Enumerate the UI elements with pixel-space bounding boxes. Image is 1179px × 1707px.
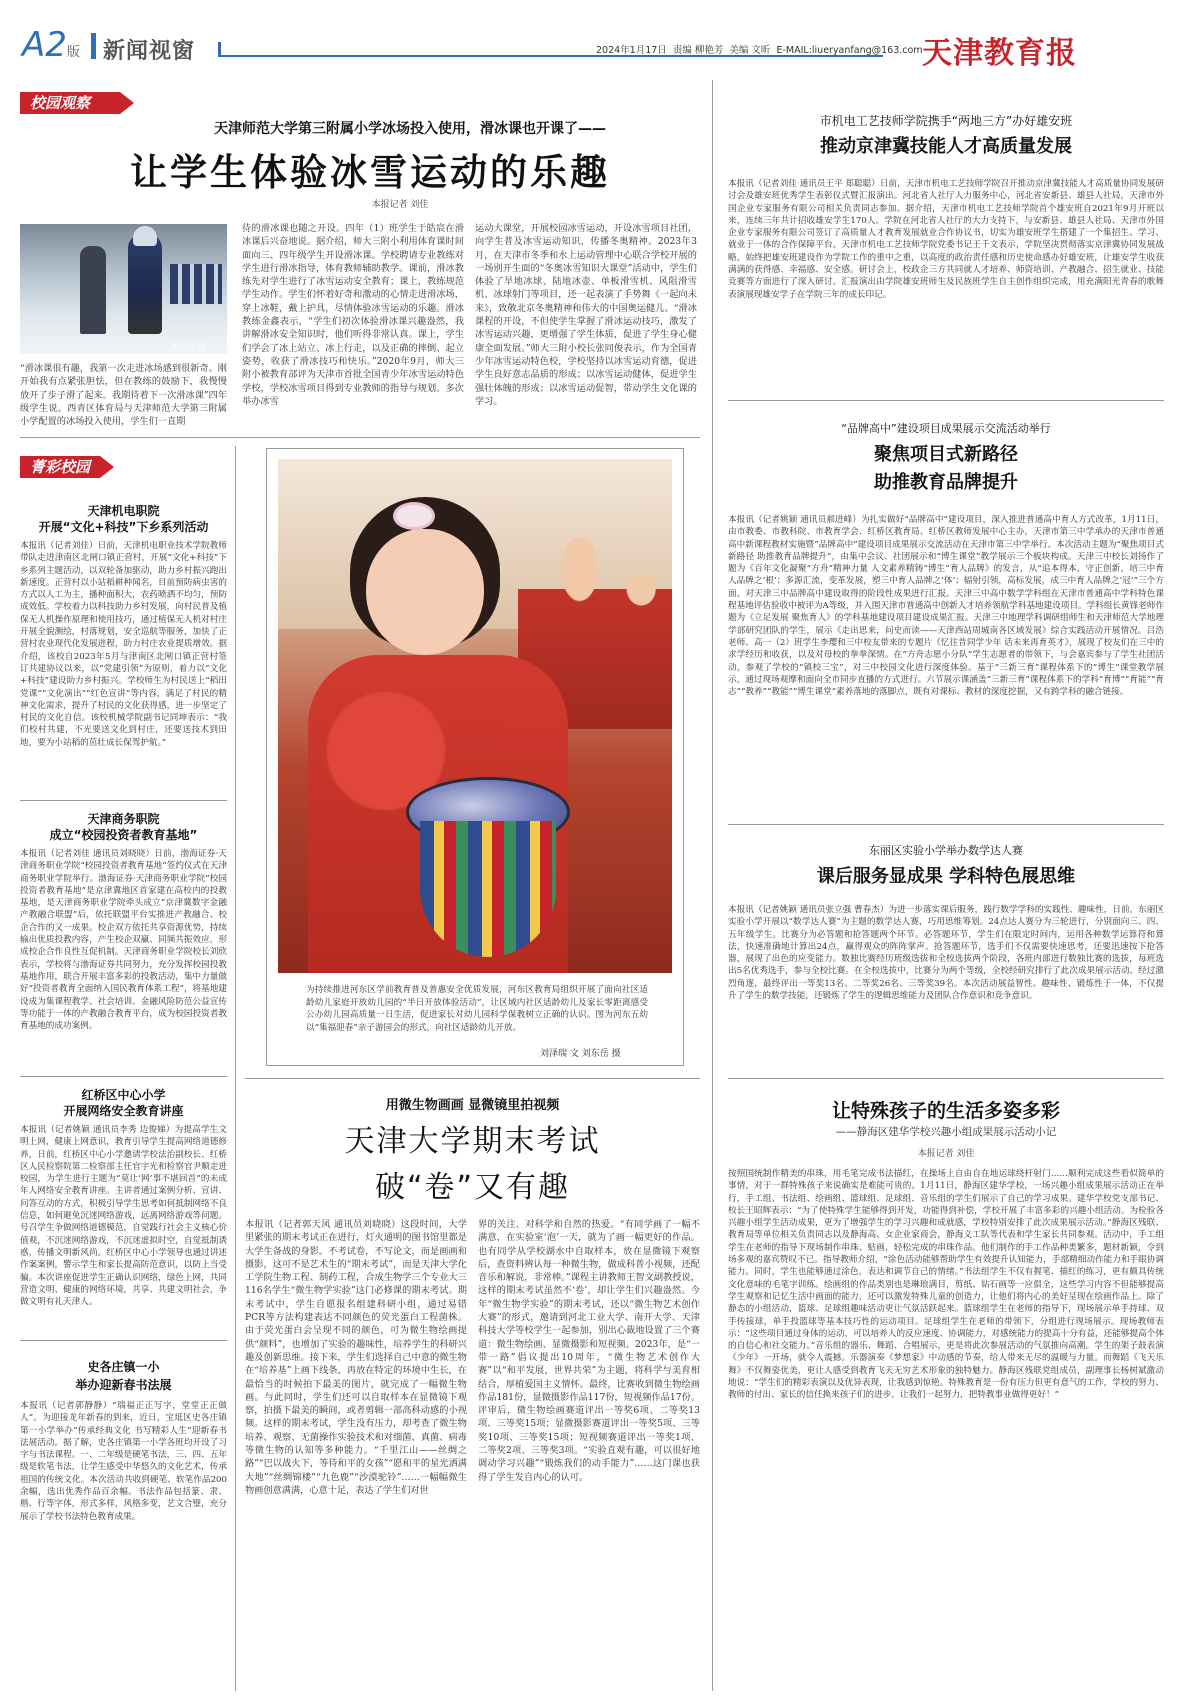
skater-figure: [128, 234, 162, 334]
lead-byline: 本报记者 刘佳: [371, 200, 429, 210]
r4-body: 按照国统制作精美的串珠，用毛笔完成书法描红，在操场上自由自在地运球绕杆射门……顺利完成这些看似简单的事情，对于一群特殊孩子来说确实是难能可贵的。1月11日，静海区建华学校，一场兴趣小组成果展示活动正在举行，手工组、书法组、绘画组、篮球组、足球组、音乐组的学生们展示了自己的学习成果。建华学校党支部书记、校长王昭辉表示：“为了使特殊学生能够得到开发，功能得到补偿，学校开展了丰富多彩的兴趣小组活动。为检验各兴趣小组学生活动成果，更为了增强学生的学习兴趣和成就感，学校特别安排了此次成果展示活动。”静海区残联、教育局等单位相关负责同志以及静海高、女企业家商会，静海义工队等代表和学生家长共同参观。活动中，手工组学生在老师的指导下现场制作串珠、贴画，轻松完成的串珠作品。他们制作的手工作品种类繁多，题材新颖，令到场多观的嘉宾赞叹不已。指导教师介绍，“涂色活动能够帮助学生有效提升认知能力，手部精细动作能力和手眼协调能力。同时，学生也能够通过涂色，表达和调节自己的情绪。”书法组学生不仅有握笔、描红的练习，更有颇具传统文化意味的毛笔字训练。绘画组的作品类别也是琳琅满目，剪纸、钻石画等一应俱全，这些学习内容不但能够提高学生观察和记忆生活中画面的能力，还可以激发特殊儿童的创造力，让他们将内心的美好呈现在绘画作品上。除了静态的小组活动，篮球、足球组趣味活动更让气氛活跃起来。篮球组学生在老师的指导下，现场展示单手持球、双手传接球，单手投篮球等基本技巧性的运动项目。足球组学生在老师的带领下，分组进行现场展示。现场教师表示：“这些项目通过身体的运动，可以培养人的反应速度、协调能力，对感统能力的提高十分有益，还能够提高个体的自信心和社交能力。”音乐组的器乐、舞蹈、合唱展示，更是将此次参展活动的气氛推向高潮。学生的架子鼓表演《少年》一开场，就令人震撼。乐器演奏《梦想家》中动感的节奏，给人带来无尽的温暖与力量。而舞蹈《飞天乐舞》不仅舞姿优美，更让人感受到教育飞天无穷艺术形象的独特魅力。静海区残联党组成员，副理事长杨树斌激动地说：“学生们的精彩表演以及优异表现，让我感到惊艳。特殊教育是一份有压力但更有意气的工作，学校的努力、教师的付出、家长的信任换来孩子们的进步。让我们一起努力，把特教事业做得更好！”: [728, 1169, 1164, 1401]
r1-kicker: 市机电工艺技师学院携手“两地三方”办好雄安班: [819, 114, 1073, 128]
page-number-suffix: 版: [66, 45, 80, 60]
lead-bottom-rule: [20, 437, 700, 438]
center-photo-credit: 刘泽瑞 文 刘东岳 摄: [540, 1049, 621, 1059]
tianda-body-col1: 本报讯（记者郭天风 通讯员刘晓晓）这段时间，大学里紧张的期末考试正在进行，灯火通明的图书馆里都是大学生备战的身影。不考试卷，不写论文，而是画画和摄影，这可不是艺术生的“期末考试”，而是天津大学化工学院生物工程、制药工程，合成生物学三个专业大三116名学生“微生物学实验”这门必修课的期末考试。期末考试中，学生自愿报名组建科研小组，通过易错PCR等方法构建表达不同颜色的荧光蛋白工程菌株。由于荧光蛋白会呈现不同的颜色，可为微生物绘画提供“颜料”，也增加了实验的趣味性，培养学生的科研兴趣及创新思维。接下来，学生们选择自己中意的微生物在“培养基”上画下线条，再放在特定的环境中生长，在最恰当的时候拍下最美的图片，就完成了一幅微生物画。与此同时，学生们还可以自取样本在显微镜下观察，拍摄下最美的瞬间，或者剪辑一部高科动感的小视频。这样的期末考试，学生没有压力，却考查了微生物培养、观察、无菌操作实验技术和对细菌、真菌、病毒等微生物的认知等多种能力。“千里江山——丝绸之路”“巴以战火下，等待和平的女孩”“愿和平的星光洒满大地”“丝绸锦楼”“九色鹿”“沙漠驼铃”……一幅幅微生物画创意满满，心意十足，表达了学生们对世: [245, 1219, 467, 1496]
lead-title: 让学生体验冰雪运动的乐趣: [130, 151, 610, 194]
lead-kicker: 天津师范大学第三附属小学冰场投入使用，滑冰课也开课了——: [214, 121, 606, 137]
a1-rule: [20, 800, 227, 801]
a2-rule: [20, 1076, 227, 1077]
lead-body-col1: “滑冰课很有趣，我第一次走进冰场感到很新奇。刚开始我有点紧张胆怯，但在教练的鼓励下，我慢慢放开了步子滑了起来。我期待着下一次滑冰课”四年级学生说。西青区体育局与天津师范大学第三附属小学配置的冰场投入使用，学生们一直期: [20, 363, 227, 428]
page-number: [22, 25, 80, 70]
tianda-kicker: 用微生物画画 显微镜里拍视频: [385, 1098, 560, 1113]
r2-rule: [728, 824, 1164, 825]
a4-title-line2: 举办迎新春书法展: [75, 1378, 172, 1392]
r3-kicker: 东丽区实验小学举办数学达人赛: [869, 844, 1023, 857]
a3-body: 本报讯（记者姚颖 通讯员李秀 边俊娣）为提高学生文明上网，健康上网意识，教育引导学生提高网络道德修养，日前，红桥区中心小学邀请学校法治副校长、红桥区人民检察院第二检察部主任官宇光和检察官尹顺走进校园，为学生进行主题为“莫让‘网’事不堪回首”的未成年人网络安全教育讲座。主讲者通过案例分析、宣讲、问答互动的方式，积极引导学生思考如何抵制网络不良信息，如何避免沉迷网络游戏，远离网络游戏等问题。号召学生争做网络道德模范，自觉践行社会主义核心价值观，不沉迷网络游戏，不沉迷虚拟时空，自觉抵制诱惑，传播文明新风尚。红桥区中心小学领导也通过讲述作案案例，警示学生和家长提高防范意识，以防上当受骗。本次讲座促进学生正确认识网络，绿色上网，共同营造文明、健康的网络环境，共享、共建文明社会，争做文明有礼天津人。: [20, 1125, 227, 1308]
lead-body-col3: 运动大课堂，开展校园冰雪运动，开设冰雪项目社团，向学生普及冰雪运动知识，传播冬奥精神。2023年3月，在天津市冬季和水上运动管理中心联合学校开展的一场别开生面的“冬奥冰雪知识大课堂”活动中，学生们体验了旱地冰球、陆地冰壶、单板滑雪机、风阻滑雪机、冰球射门等项目，还一起表演了手势舞《一起向未来》，致敬北京冬奥精神和伟大的中国奥运健儿。“滑冰课程的开设，不但使学生掌握了滑冰运动技巧，激发了冰雪运动兴趣，更增强了学生体质，促进了学生身心健康全面发展。”师大三附小校长张同俊表示，作为全国青少年冰雪运动特色校，学校坚持以冰雪运动育德，促进学生良好意志品质的形成；以冰雪运动健体，促进学生强壮体魄的形成；以冰雪运动促智，带动学生文化课的学习。: [475, 223, 697, 407]
campus-watch-tag: 校园观察: [20, 92, 120, 114]
skater-helmet: [133, 226, 157, 246]
lead-body-col2: 待的滑冰课也随之开设。四年（1）班学生于皓宸在滑冰课后兴奋地说。据介绍，师大三附小利用体育课时间面向三、四年级学生开设滑冰课。学校聘请专业教练对学生进行滑冰指导，体育教师辅助教学。课前，滑冰教练先对学生进行了冰雪运动安全教育；课上，教练规范学生动作。学生们怀着好奇和激动的心情走进滑冰场，穿上冰鞋，戴上护具，尽情体验冰雪运动的乐趣。滑冰教练金鑫表示，“学生们初次体验滑冰课兴趣盎然，我讲解滑冰安全知识时，他们听得非常认真。课上，学生们学会了冰上站立、冰上行走，以及正确的摔倒、起立姿势，收获了滑冰技巧和快乐。”2020年9月，师大三附小被教育部评为天津市首批全国青少年冰雪运动特色学校，学校冰雪项目得到专业教师的指导与规划。多次举办冰雪: [242, 223, 464, 407]
a1-body: 本报讯（记者刘佳）日前，天津机电职业技术学院教师带队走进津南区北闸口镇正营村，开展“文化+科技”下乡系列主题活动，以双轮备加驱动，助力乡村振兴跑出新速度。正营村以小站稻耕种闻名，目前预防病虫害的方式以人工为主，播种面积大，农药喷洒不均匀，预防成效低。学校着力以科技助力乡村发展，向村民普及植保无人机操作原理和使用技巧，通过植保无人机对村庄开展全貌测绘，村落规划，安全巡航等服务，加快了正营村农业现代化发展进程，助力村庄农业提质增效。据介绍，该校自2023年5月与津南区北闸口镇正营村签订共建协议以来，以“党建引领”为原则，着力以“文化+科技”建设助力乡村振兴。学校师生为村民送上“稻田党课”“文化演出”“红色宣讲”等内容，满足了村民的精神文化需求，提升了村民的文化获得感，进一步坚定了村民的文化自信。该校机械学院副书记同坤表示：“我们校村共建，不光要送文化到村庄，还要送技术到田地，要为小站稻的茁壮成长保驾护航。”: [20, 541, 227, 748]
section-name: 新闻视窗: [103, 39, 196, 64]
r2-title-line1: 聚焦项目式新路径: [874, 444, 1018, 465]
a2-title-line1: 天津商务职院: [87, 812, 160, 826]
a3-title-line1: 红桥区中心小学: [81, 1088, 166, 1102]
girl-hair-flower: [396, 505, 432, 527]
r2-kicker: “品牌高中”建设项目成果展示交流活动举行: [841, 422, 1051, 435]
section-divider-bar: [91, 33, 96, 59]
r2-title-line2: 助推教育品牌提升: [874, 472, 1018, 493]
center-photo: [278, 459, 672, 973]
drum: [406, 777, 570, 957]
page-number-label: A2: [22, 25, 67, 65]
r4-subtitle: ——静海区建华学校兴趣小组成果展示活动小记: [835, 1126, 1057, 1138]
r4-title: 让特殊孩子的生活多姿多彩: [831, 1100, 1060, 1122]
a4-title-line1: 史各庄镇一小: [87, 1360, 160, 1374]
newspaper-name: 天津教育报: [922, 36, 1077, 71]
r1-rule: [728, 400, 1164, 401]
right-column-divider: [712, 80, 713, 1691]
students-row: [170, 264, 222, 304]
tianda-title-line1: 天津大学期末考试: [344, 1124, 601, 1159]
a3-rule: [20, 1340, 227, 1341]
a2-title-line2: 成立“校园投资者教育基地”: [49, 828, 198, 842]
a3-title-line2: 开展网络安全教育讲座: [63, 1104, 184, 1118]
masthead-rule-tick: [218, 42, 221, 57]
masthead-info: 2024年1月17日 责编 柳艳芳 美编 文昕 E-MAIL:liueryanfang@163.com: [596, 45, 923, 56]
r3-body: 本报讯（记者姚颖 通讯员张立强 曹春杰）为进一步落实课后服务，践行数学学科的实践性、趣味性，日前，东丽区实验小学开展以“数学达人赛”为主题的数学达人赛，巧用思维筹划。24点达人赛分为三轮进行，分别面向三、四、五年级学生。比赛分为必答题和抢答题两个环节。必答题环节，学生们在限定时间内，运用各种数学运算符和算法，快速准确地计算出24点，赢得观众的阵阵掌声。抢答题环节，选手们不仅需要快速思考，还要迅速按下抢答器，展现了出色的应变能力。数独比赛经历班级选拔和全校选拔两个阶段，各班内部进行数独比赛的选拔，每班选出5名优秀选手，参与全校比赛。在全校选拔中，比赛分为两个等级，全校经研究排行了此次成果展示活动。经过激烈角逐，最终评出一等奖13名、二等奖26名、三等奖39名。本次活动展益智性、趣味性、锻炼性于一体，不仅提升了学生的数学技能，还锻炼了学生的逻辑思维能力及团队合作意识和竞争意识。: [728, 905, 1164, 1002]
r2-body: 本报讯（记者姚颖 通讯员郝进峰）为扎实做好“品牌高中”建设项目，深入推进普通高中育人方式改革，1月11日，由市教委、市教科院、市教育学会、红桥区教育局、红桥区教师发展中心主办，天津市第三中学承办的天津市普通高中新课程教材实施暨“品牌高中”建设项目成果展示交流活动在天津市第三中学举行。本次活动主题为“聚焦项目式新路径 助推教育品牌提升”，由集中会议、社团展示和“博生课堂”教学展示三个板块构成。天津三中校长刘扬作了题为《百年文化凝聚“方舟”精神力量 人文素养精铸“博生”育人品牌》的发言，从“追本得本，守正创新，培三中育人品牌之‘根’；多源汇流，变革发展，塑三中育人品牌之‘体’；辐射引领，高标发展，成三中育人品牌之‘冠’”三个方面，对天津三中品牌高中建设取得的阶段性成果进行汇报。天津三中高中数学学科组在天津市普通高中学科特色课程基地评估验收中被评为A等级，并入围天津市普通高中创新人才培养领航学科基地建设项目。学科组长黄锋老师作题为《立足发展 聚焦育人》的学科基地建设项目建设成果汇报。天津三中地理学科调研组师生和天津师范大学地理学部研究团队的学生，展示《走出思来，问史而读——天津西站周城南各区域发展》综合实践活动开展情况。吕浩老师、高一（2）班学生李璎和三中校友带来的专题片《忆往昔同学少年 话未来再育英才》，展现了校友们在三中的求学经历和收获，以及对母校的拳拳深情。在“方舟志愿小分队”学生志愿者的带领下，与会嘉宾参与了学生社团活动，参观了学校的“镇校三宝”，对三中校园文化进行深度体验。基于“三新三育”课程体系下的“博生”课堂教学展示，通过现场观摩和面向全市同步直播的方式进行。六节展示课涵盖“三新三育”课程体系下的学科“育博”“育能”“育志”“教养”“教能”“博生课堂”素养落地的落脚点，既有对课标、教材的深度挖掘，又有跨学科的融合链接。: [728, 515, 1164, 698]
r4-byline: 本报记者 刘佳: [917, 1149, 975, 1159]
coach-figure: [80, 246, 106, 334]
a1-title-line2: 开展“文化+科技”下乡系列活动: [38, 520, 209, 534]
r1-body: 本报讯（记者刘佳 通讯员王平 郑聪聪）日前，天津市机电工艺技师学院召开推动京津冀技能人才高质量协同发展研讨会及雄安班优秀学生表彰仪式暨汇报演出。河北省人社厅人力服务中心，河北省安新县、雄县人社局，天津市外国企业专家服务有限公司相关负责同志参加。据介绍，天津市机电工艺技师学院首个雄安班自2021年9月开班以来，连续三年共计招收雄安学生170人。学院在河北省人社厅的大力支持下，与安新县、雄县人社局、天津市外国企业专家服务有限公司签订了高质量人才教育发展就业合作协议书，切实为雄安班学生搭建了一个集招生、学习、就业于一体的合作保障平台。天津市机电工艺技师学院党委书记王千文表示，学院坚决贯彻落实京津冀协同发展战略，始终把雄安班建设作为学院工作的重中之重，以高度的政治责任感和历史使命感办好雄安班，让雄安学生收获满满的获得感、幸福感、安全感。研讨会上，校政企三方共同就人才培养、师资培训、产教融合、招生就业、技能竞赛等方面进行了深入研讨。汇报演出由学院雄安班师生及民族班学生自主创作组织完成，用充满阳光青春的歌舞表演展现雄安学子在学院三年的成长印记。: [728, 179, 1164, 300]
a4-body: 本报讯（记者郭静静）“瑞福正正写字，堂堂正正做人”。为迎接龙年新春的到来，近日，宝坻区史各庄镇第一小学举办“传承经典文化 书写精彩人生”迎新春书法展活动。据了解，史各庄镇第一小学各班均开设了习字与书法课程。一、二年级是硬笔书法，三、四、五年级是软笔书法，让学生感受中华悠久的文化艺术，传承祖国的传统文化。本次活动共收到硬笔、软笔作品200余幅，选出优秀作品百余幅。书法作品包括篆、隶、楷、行等字体，形式多样，风格多变，艺文合璧，充分展示了学校书法特色教育成果。: [20, 1401, 227, 1522]
lead-photo-credit: 刘东岳 摄: [170, 342, 207, 352]
r3-title: 课后服务显成果 学科特色展思维: [816, 866, 1076, 887]
a2-body: 本报讯（记者刘佳 通讯员刘晓晓）日前，渤海证券·天津商务职业学院“校园投资者教育基地”签约仪式在天津商务职业学院举行。渤海证券·天津商务职业学院“校园投资者教育基地”是京津冀地区首家建在高校内的投教基地，是天津商务职业学院牵头成立“京津冀数字金融产教融合联盟”后，依托联盟平台实推进产教融合、校企合作的又一成果。校企双方依托共享资源优势，持续输出优质投教内容，产生校企双赢、同频共振效应，形成校企合作良性互促机制。天津商务职业学院校长刘欣表示，学校将与渤海证券共同努力，充分发挥校园投教基地作用，联合开展丰富多彩的投教活动，集中力量做好“投资者教育全面纳入国民教育体系工程”，将基地建设成为集课程教学、社会培训、金融风险防范公益宣传等功能于一体的产教融合教育平台，成为校园投资者教育基地的成功案例。: [20, 849, 227, 1032]
lead-photo: [20, 224, 227, 354]
girl-face: [366, 529, 484, 655]
r1-title: 推动京津冀技能人才高质量发展: [820, 136, 1072, 157]
center-photo-caption: 为持续推进河东区学前教育普及普惠安全优质发展，河东区教育局组织开展了面向社区适龄幼儿家庭开放幼儿园的“半日开放体验活动”，让区域内社区适龄幼儿及家长零距离感受公办幼儿园高质量一日生活，促进家长对幼儿园科学保教树立正确的认识。图为河东五幼以“集福迎春”亲子游园会的形式，向社区适龄幼儿开放。: [306, 985, 648, 1033]
drum-body: [420, 821, 556, 957]
tianda-title-line2: 破“卷”又有趣: [374, 1170, 571, 1205]
tianda-body-col2: 界的关注、对科学和自然的热爱。“有同学画了一幅不满意，在实验室‘泡’一天，就为了画一幅更好的作品。也有同学从学校湖水中自取样本，放在显微镜下观察后，查资料辨认每一种微生物，做成科普小视频，还配音乐和解说，非常棒。”课程主讲教师王智文副教授说，这样的期末考试虽然不‘卷’，却让学生们兴趣盎然。今年“微生物学实验”的期末考试，还以“微生物艺术创作大赛”的形式，邀请到河北工业大学、南开大学、天津科技大学等校学生一起参加，别出心裁地设置了三个赛道：微生物绘画、显微摄影和短视频。2023年，是“一带一路”倡议提出10周年，“微生物艺术创作大赛”以“和平发展，世界共荣”为主题，将科学与美育相结合，厚植爱国主义情怀。最终，比赛收到微生物绘画作品181份，显微摄影作品117份，短视频作品17份。评审后，微生物绘画赛道评出一等奖6项、二等奖13项、三等奖15项；显微摄影赛道评出一等奖5项、三等奖10项、三等奖15项；短视频赛道评出一等奖1项、二等奖2项、三等奖3项。“实验直观有趣，可以很好地调动学习兴趣”“锻炼我们的动手能力”……这门课也获得了学生发自内心的认可。: [478, 1219, 700, 1483]
left-column-divider: [235, 446, 236, 1691]
youth-campus-tag: 菁彩校园: [20, 456, 100, 478]
r3-rule: [728, 1078, 1164, 1079]
tianda-top-rule: [245, 1078, 700, 1079]
a1-title-line1: 天津机电职院: [87, 504, 160, 518]
page-masthead: [0, 0, 1179, 70]
